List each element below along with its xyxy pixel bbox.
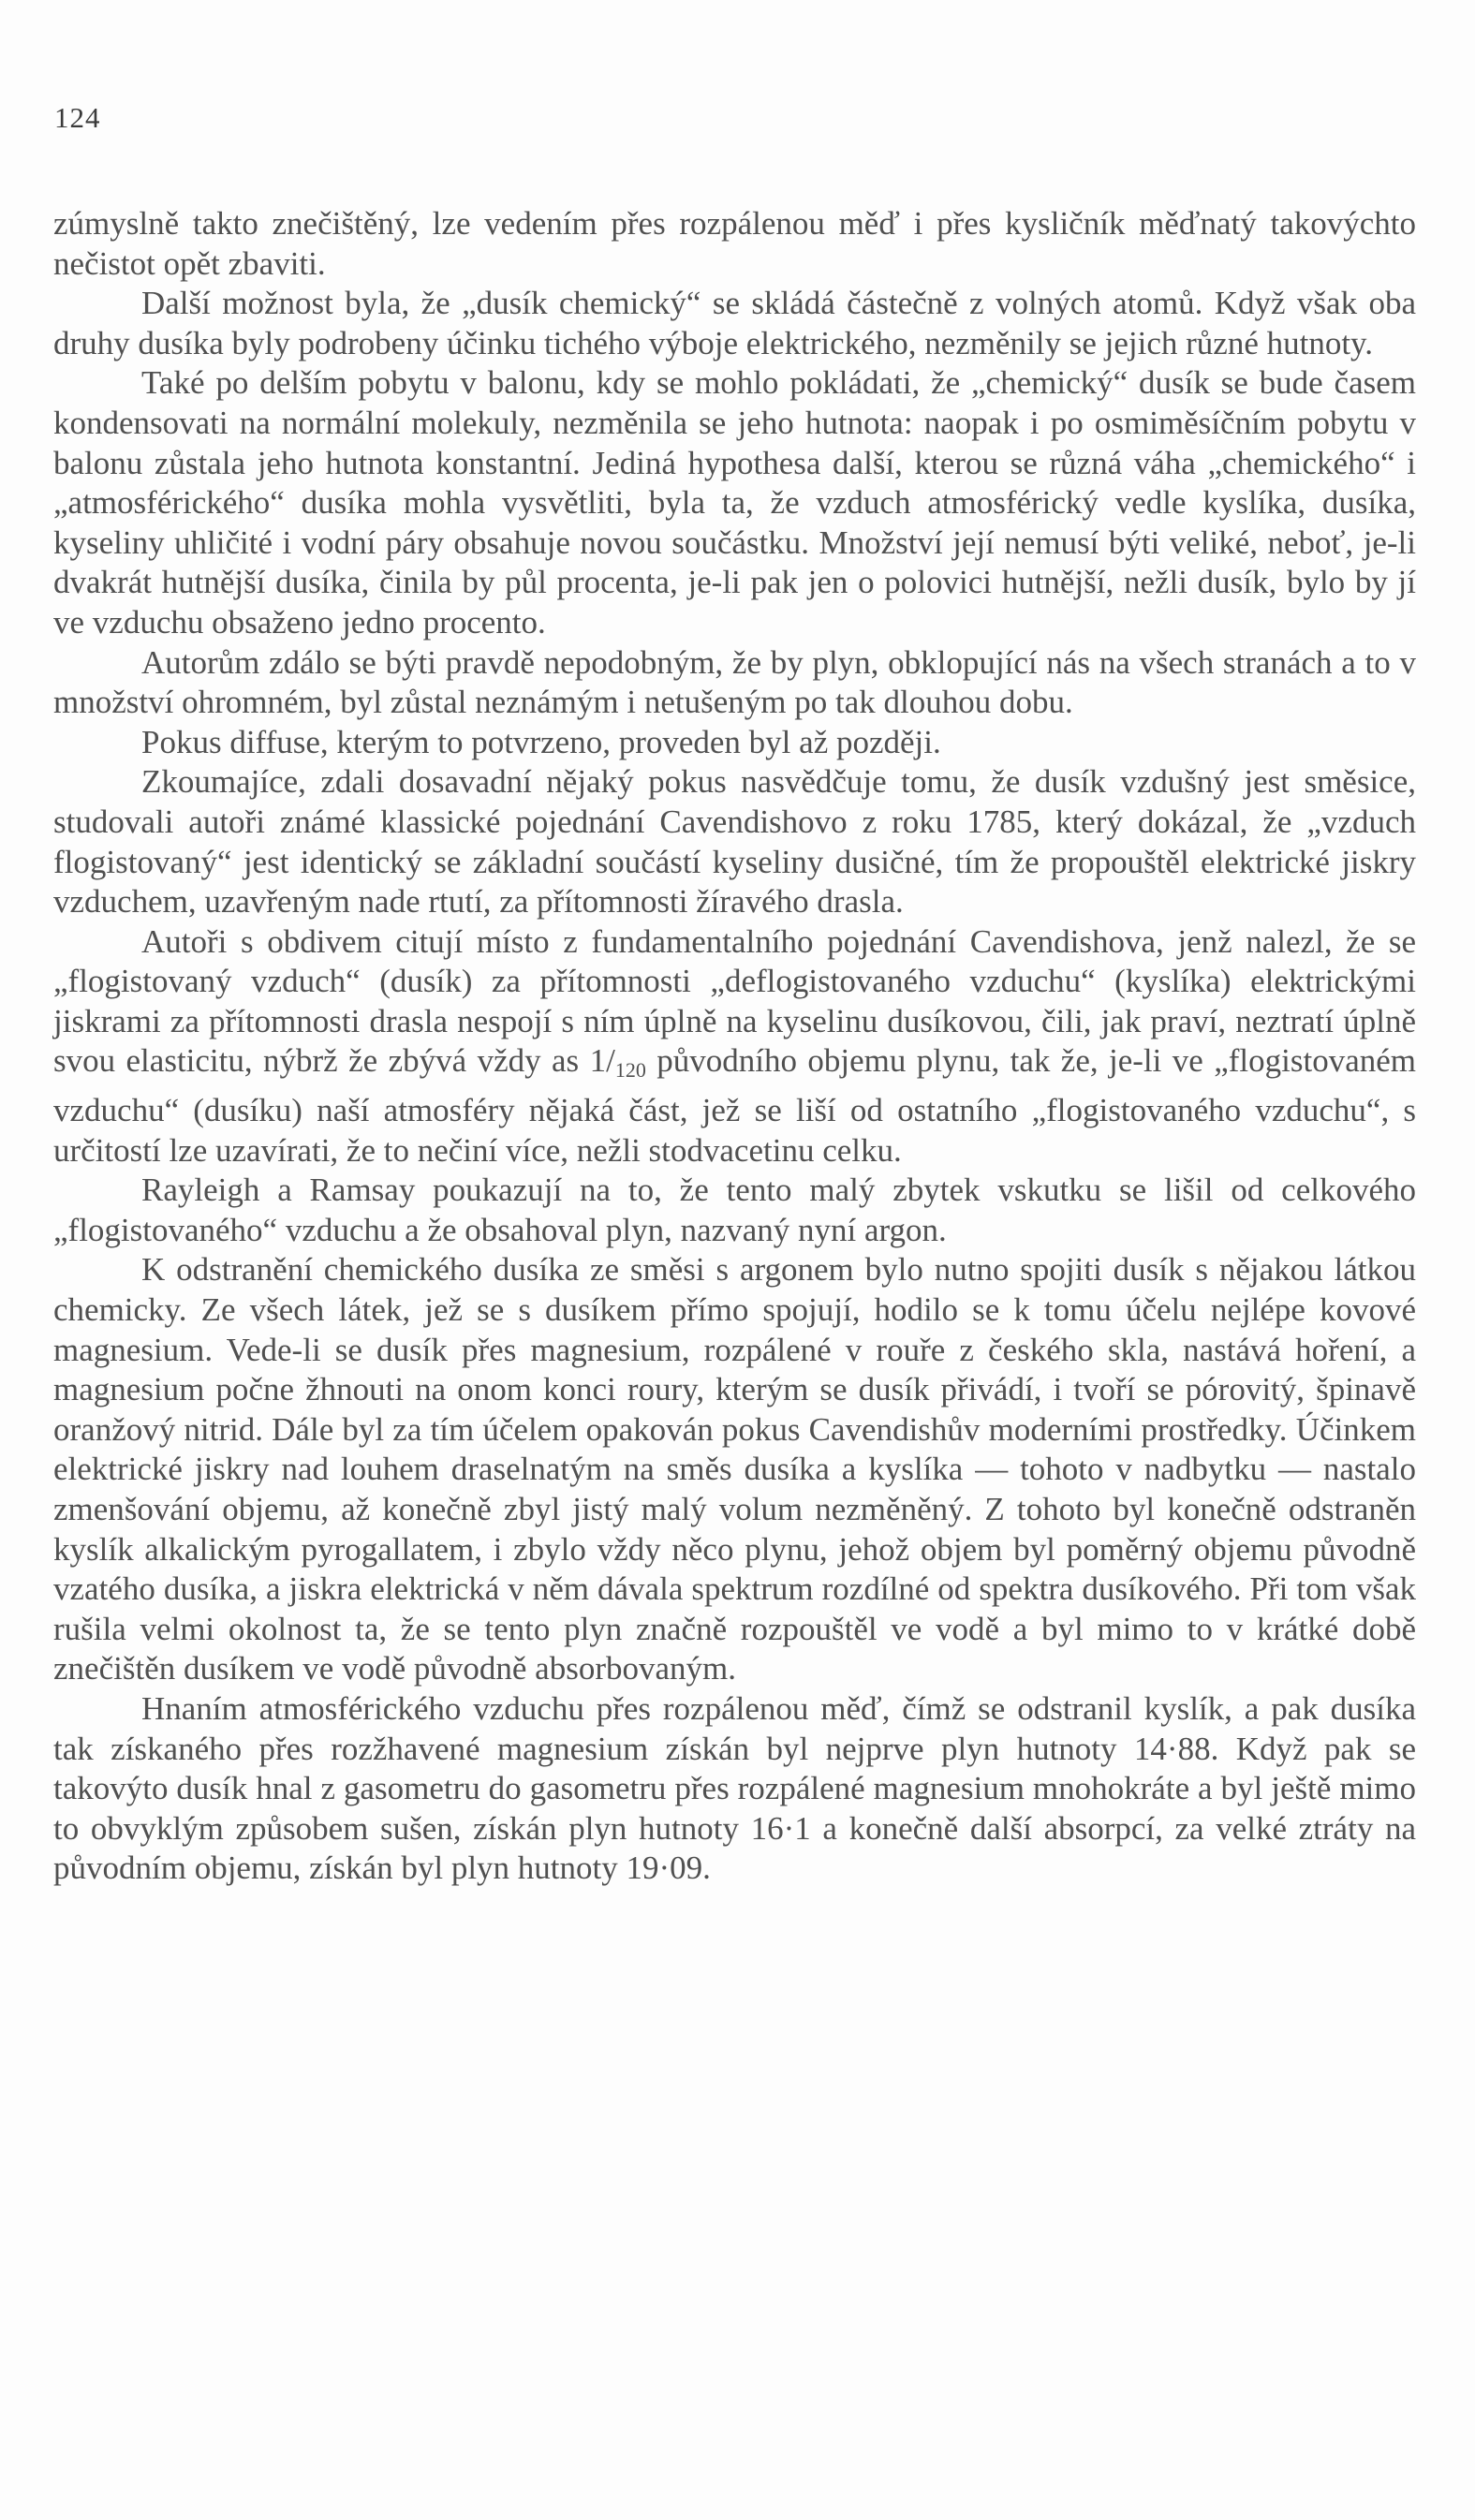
paragraph: Autorům zdálo se býti pravdě nepodobným, že by plyn, obklopující nás na všech stranách a to v množství ohromném, byl zůstal neznámým i netušeným po tak dlouhou dobu. <box>53 643 1416 721</box>
paragraph: Rayleigh a Ramsay poukazují na to, že tento malý zbytek vskutku se lišil od celkového „flogistovaného“ vzduchu a že obsahoval plyn, nazvaný nyní argon. <box>53 1172 1416 1248</box>
paragraph: zúmyslně takto znečištěný, lze vedením přes rozpálenou měď i přes kysličník měďnatý takovýchto nečistot opět zbaviti. <box>53 205 1416 282</box>
paragraph: Pokus diffuse, kterým to potvrzeno, proveden byl až později. <box>141 723 941 760</box>
paragraph: Také po delším pobytu v balonu, kdy se mohlo pokládati, že „chemický“ dusík se bude časem kondensovati na normální molekuly, nezměnila se jeho hutnota: naopak i po osmiměsíčním pobytu v balonu zůstala jeho hutnota konstantní. Jediná hypothesa další, kterou se různá váha „chemického“ i „atmosférického“ dusíka mohla vysvětliti, byla ta, že vzduch atmosférický vedle kyslíka, dusíka, kyseliny uhličité i vodní páry obsahuje novou součástku. Množství její nemusí býti veliké, neboť, je-li dvakrát hutnější dusíka, činila by půl procenta, je-li pak jen o polovici hutnější, nežli dusík, bylo by jí ve vzduchu obsaženo jedno procento. <box>53 364 1416 641</box>
paragraph: K odstranění chemického dusíka ze směsi s argonem bylo nutno spojiti dusík s nějakou látkou chemicky. Ze všech látek, jež se s dusíkem přímo spojují, hodilo se k tomu účelu nejlépe kovové magnesium. Vede-li se dusík přes magnesium, rozpálené v rouře z českého skla, nastává hoření, a magnesium počne žhnouti na onom konci roury, kterým se dusík přivádí, i tvoří se pórovitý, špinavě oranžový nitrid. Dále byl za tím účelem opakován pokus Cavendishův moderními prostředky. Účinkem elektrické jiskry nad louhem draselnatým na směs dusíka a kyslíka — tohoto v nadbytku — nastalo zmenšování objemu, až konečně zbyl jistý malý volum nezměněný. Z tohoto byl konečně odstraněn kyslík alkalickým pyrogallatem, i zbylo vždy něco plynu, jehož objem byl poměrný objemu původně vzatého dusíka, a jiskra elektrická v něm dávala spektrum rozdílné od spektra dusíkového. Při tom však rušila velmi okolnost ta, že se tento plyn značně rozpouštěl ve vodě a byl mimo to v krátké době znečištěn dusíkem ve vodě původně absorbovaným. <box>53 1251 1416 1687</box>
fraction <box>589 1042 646 1083</box>
fraction-numerator: 1/ <box>589 1042 615 1080</box>
paragraph: Zkoumajíce, zdali dosavadní nějaký pokus nasvědčuje tomu, že dusík vzdušný jest směsice, studovali autoři známé klassické pojednání Cavendishovo z roku 1785, který dokázal, že „vzduch flogistovaný“ jest identický se základní součástí kyseliny dusičné, tím že propouštěl elektrické jiskry vzduchem, uzavřeným nade rtutí, za přítomnosti žíravého drasla. <box>53 763 1416 921</box>
page-number: 124 <box>54 101 101 134</box>
body-text <box>53 204 1416 1889</box>
paragraph: Hnaním atmosférického vzduchu přes rozpálenou měď, čímž se odstranil kyslík, a pak dusíka tak získaného přes rozžhavené magnesium získán byl nejprve plyn hutnoty 14·88. Když pak se takovýto dusík hnal z gasometru do gasometru přes rozpálené magnesium mnohokráte a byl ještě mimo to obvyklým způsobem sušen, získán plyn hutnoty 16·1 a konečně další absorpcí, za velké ztráty na původním objemu, získán byl plyn hutnoty 19·09. <box>53 1689 1416 1887</box>
paragraph: Autoři s obdivem citují místo z fundamentalního pojednání Cavendishova, jenž nalezl, že se „flogistovaný vzduch“ (dusík) za přítomnosti „deflogistovaného vzduchu“ (kyslíka) elektrickými jiskrami za přítomnosti drasla nespojí s ním úplně na kyselinu dusíkovou, čili, jak praví, neztratí úplně svou elasticitu, nýbrž že zbývá vždy as $1/_{120}$ původního objemu plynu, tak že, je-li ve „flogistovaném vzduchu“ (dusíku) naší atmosféry nějaká část, jež se liší od ostatního „flogistovaného vzduchu“, s určitostí lze uzavírati, že to nečiní více, nežli stodvacetinu celku. <box>53 922 1416 1169</box>
fraction-denominator: 120 <box>614 1058 646 1083</box>
paragraph: Další možnost byla, že „dusík chemický“ se skládá částečně z volných atomů. Když však oba druhy dusíka byly podrobeny účinku tichého výboje elektrického, nezměnily se jejich různé hutnoty. <box>53 285 1416 361</box>
